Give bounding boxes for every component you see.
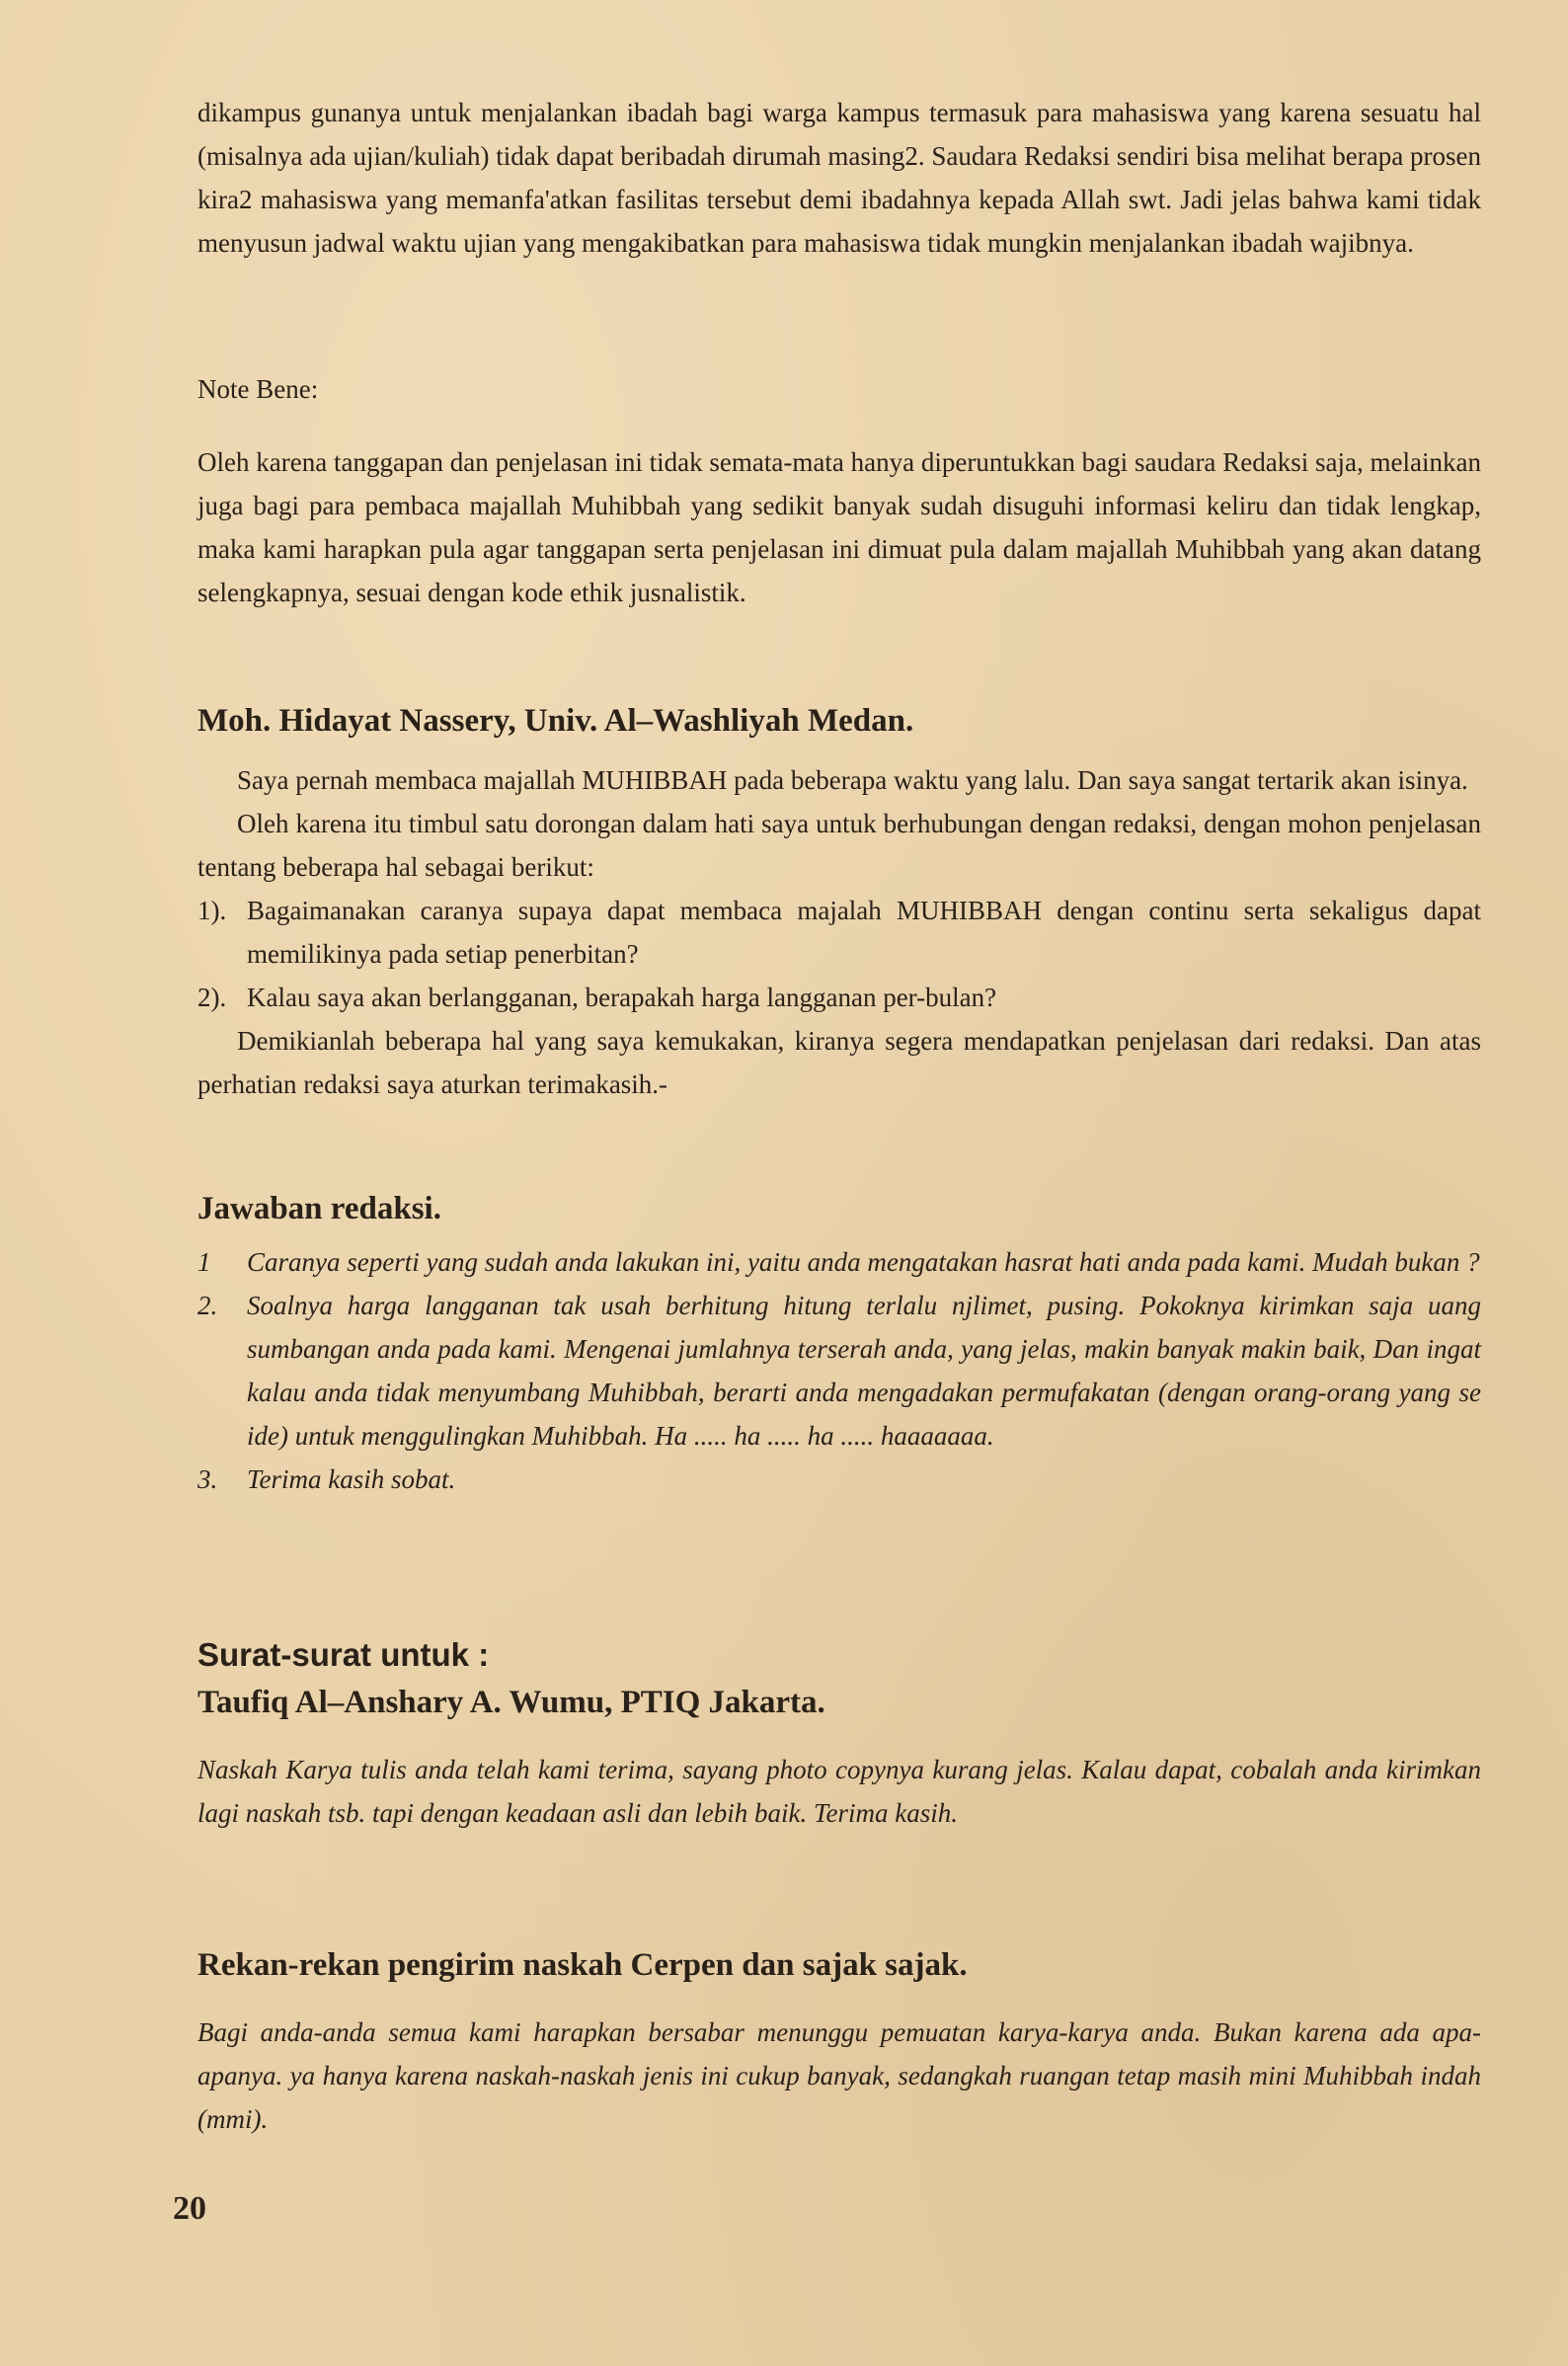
letter-paragraph: Demikianlah beberapa hal yang saya kemukakan, kiranya segera mendapatkan penjelasan dari redaksi. Dan atas perhatian redaksi saya aturkan terimakasih.- — [197, 1026, 1481, 1099]
letters-to-section — [197, 1631, 1481, 1835]
reply-item — [197, 1284, 1481, 1458]
intro-paragraph: dikampus gunanya untuk menjalankan ibadah bagi warga kampus termasuk para mahasiswa yang karena sesuatu hal (misalnya ada ujian/kuliah) tidak dapat beribadah dirumah masing2. Saudara Redaksi sendiri bisa melihat berapa prosen kira2 mahasiswa yang memanfa'atkan fasilitas tersebut demi ibadahnya kepada Allah swt. Jadi jelas bahwa kami tidak menyusun jadwal waktu ujian yang mengakibatkan para mahasiswa tidak mungkin menjalankan ibadah wajibnya. — [197, 98, 1481, 258]
letter-question-item-number: 1). — [197, 896, 227, 925]
page-number: 20 — [173, 2190, 206, 2227]
editor-reply — [197, 1185, 1481, 1501]
letter-question-item-number: 2). — [197, 983, 227, 1012]
reply-item-text: Caranya seperti yang sudah anda lakukan ini, yaitu anda mengatakan hasrat hati anda pada kami. Mudah bukan ? — [247, 1247, 1480, 1277]
reply-item-number: 1 — [197, 1247, 211, 1277]
reply-item-number: 2. — [197, 1291, 218, 1320]
reader-letter — [197, 697, 1481, 1106]
cerpen-section — [197, 1941, 1481, 2141]
letter-question-item-text: Kalau saya akan berlangganan, berapakah harga langganan per-bulan? — [247, 983, 997, 1012]
reply-item — [197, 1458, 1481, 1501]
cerpen-text: Bagi anda-anda semua kami harapkan bersabar menunggu pemuatan karya-karya anda. Bukan karena ada apa-apanya. ya hanya karena naskah-naskah jenis ini cukup banyak, sedangkah ruangan tetap masih mini Muhibbah indah (mmi). — [197, 2017, 1481, 2134]
reply-item-number: 3. — [197, 1464, 218, 1494]
reply-item-text: Terima kasih sobat. — [247, 1464, 456, 1494]
letter-sender: Moh. Hidayat Nassery, Univ. Al–Washliyah Medan. — [197, 703, 914, 739]
reply-item — [197, 1240, 1481, 1284]
letters-to-text: Naskah Karya tulis anda telah kami terima, sayang photo copynya kurang jelas. Kalau dapat, cobalah anda kirimkan lagi naskah tsb. tapi dengan keadaan asli dan lebih baik. Terima kasih. — [197, 1755, 1481, 1828]
letters-to-heading: Surat-surat untuk : — [197, 1636, 490, 1673]
letters-to-recipient: Taufiq Al–Anshary A. Wumu, PTIQ Jakarta. — [197, 1685, 825, 1720]
note-paragraph: Oleh karena tanggapan dan penjelasan ini tidak semata-mata hanya diperuntukkan bagi saudara Redaksi saja, melainkan juga bagi para pembaca majallah Muhibbah yang sedikit banyak sudah disuguhi informasi keliru dan tidak lengkap, maka kami harapkan pula agar tanggapan serta penjelasan ini dimuat pula dalam majallah Muhibbah yang akan datang selengkapnya, sesuai dengan kode ethik jusnalistik. — [197, 447, 1481, 607]
intro-section — [197, 91, 1481, 265]
reply-heading: Jawaban redaksi. — [197, 1191, 441, 1226]
letter-question-item — [197, 976, 1481, 1019]
letter-question-item — [197, 889, 1481, 976]
note-section — [197, 367, 1481, 614]
letter-question-item-text: Bagaimanakan caranya supaya dapat membaca majalah MUHIBBAH dengan continu serta sekaligus dapat memilikinya pada setiap penerbitan? — [247, 896, 1481, 969]
letter-question-list — [197, 889, 1481, 1019]
letter-paragraph: Oleh karena itu timbul satu dorongan dalam hati saya untuk berhubungan dengan redaksi, dengan mohon penjelasan tentang beberapa hal sebagai berikut: — [197, 809, 1481, 882]
letter-paragraph: Saya pernah membaca majallah MUHIBBAH pada beberapa waktu yang lalu. Dan saya sangat tertarik akan isinya. — [237, 765, 1468, 795]
reply-list — [197, 1240, 1481, 1501]
reply-item-text: Soalnya harga langganan tak usah berhitung hitung terlalu njlimet, pusing. Pokoknya kirimkan saja uang sumbangan anda pada kami. Mengenai jumlahnya terserah anda, yang jelas, makin banyak makin baik, Dan ingat kalau anda tidak menyumbang Muhibbah, berarti anda mengadakan permufakatan (dengan orang-orang yang se ide) untuk menggulingkan Muhibbah. Ha ..... ha ..... ha ..... haaaaaaa. — [247, 1291, 1481, 1451]
cerpen-heading: Rekan-rekan pengirim naskah Cerpen dan sajak sajak. — [197, 1947, 968, 1983]
note-label: Note Bene: — [197, 374, 319, 404]
